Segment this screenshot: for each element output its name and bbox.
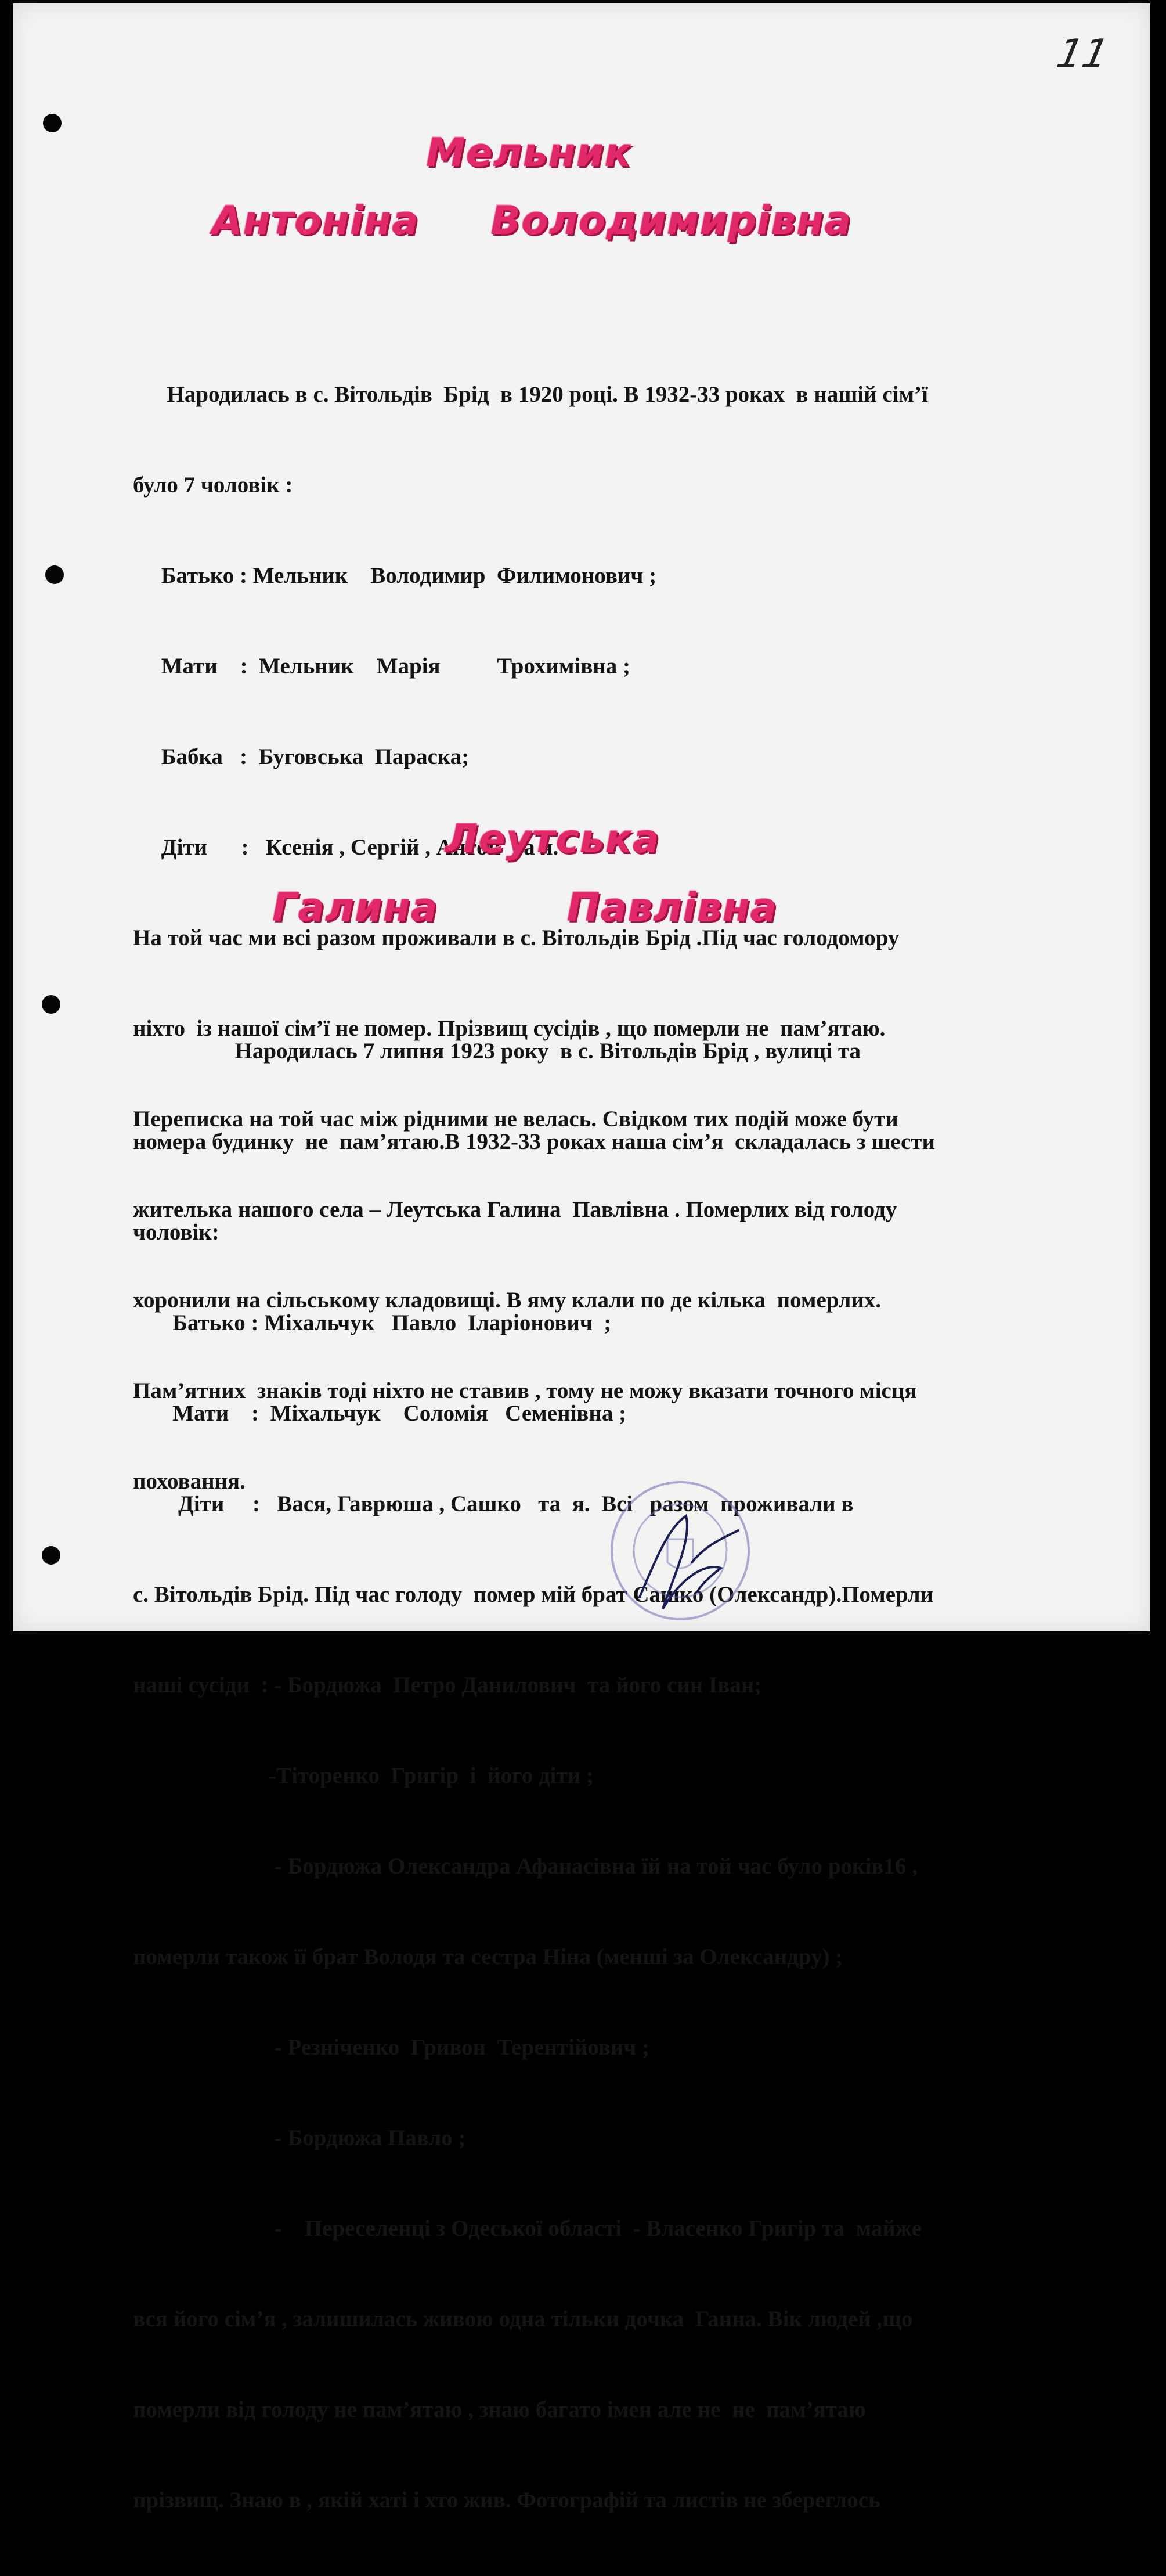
- text-line: Народилась 7 липня 1923 року в с. Вітольдів Брід , вулиці та: [133, 1039, 861, 1064]
- punch-hole: [45, 565, 64, 584]
- person1-surname: Мельник: [426, 130, 632, 176]
- text-line: померли також її брат Володя та сестра Ніна (менші за Олександру) ;: [133, 1944, 843, 1969]
- text-line: номера будинку не пам’ятаю.В 1932-33 роках наша сім’я складалась з шести: [133, 1129, 935, 1154]
- punch-hole: [42, 995, 60, 1014]
- signature: [640, 1516, 738, 1609]
- text-line: Бабка : Буговська Параска;: [133, 744, 470, 769]
- text-line: Батько : Міхальчук Павло Іларіонович ;: [133, 1310, 612, 1335]
- person2-surname: Леутська: [445, 816, 660, 862]
- text-line: На той час ми всі разом проживали в с. Вітольдів Брід .Під час голодомору: [133, 925, 900, 950]
- text-line: Народилась в с. Вітольдів Брід в 1920 році. В 1932-33 роках в нашій сім’ї: [133, 382, 928, 407]
- text-line: прізвищ. Знаю в , якій хаті і хто жив. Фотографій та листів не збереглось: [133, 2488, 880, 2513]
- text-line: наші сусіди : - Бордюжа Петро Данилович та його син Іван;: [133, 1673, 762, 1698]
- punch-hole: [42, 1546, 60, 1565]
- text-line: чоловік:: [133, 1220, 219, 1245]
- text-line: Пам’ятних знаків тоді ніхто не ставив , тому не можу вказати точного місця: [133, 1378, 917, 1403]
- text-line: ніхто із нашої сім’ї не помер. Прізвищ сусідів , що померли не пам’ятаю.: [133, 1016, 886, 1041]
- text-line: с. Вітольдів Брід. Під час голоду помер мій брат Сашко (Олександр).Померли: [133, 1582, 934, 1607]
- text-line: Батько : Мельник Володимир Филимонович ;: [133, 563, 657, 588]
- text-line: вся його сім’я , залишилась живою одна тільки дочка Ганна. Вік людей ,що: [133, 2307, 913, 2332]
- text-line: - Переселенці з Одеської області - Власенко Григір та майже: [133, 2216, 922, 2241]
- punch-hole: [43, 114, 62, 132]
- stamp-emblem: [667, 1539, 693, 1568]
- official-stamp: [605, 1475, 756, 1626]
- text-line: було 7 чоловік :: [133, 473, 293, 498]
- text-line: поховання.: [133, 1469, 246, 1494]
- text-line: - Бордюжа Олександра Афанасівна їй на той час було років16 ,: [133, 1854, 918, 1879]
- text-line: Мати : Міхальчук Соломія Семенівна ;: [133, 1401, 627, 1426]
- text-line: Діти : Ксенія , Сергій , Антон та я.: [133, 835, 559, 860]
- text-line: - Резніченко Гривон Терентійович ;: [133, 2035, 650, 2060]
- text-line: хоронили на сільському кладовищі. В яму клали по де кілька померлих.: [133, 1288, 882, 1313]
- stamp-outer-ring: [612, 1482, 749, 1619]
- text-line: - Бордюжа Павло ;: [133, 2125, 466, 2150]
- text-line: жителька нашого села – Леутська Галина Павлівна . Померлих від голоду: [133, 1197, 897, 1222]
- person2-testimony: [133, 976, 935, 2576]
- person1-given-names: Антоніна Володимирівна: [212, 198, 852, 244]
- text-line: Мати : Мельник Марія Трохимівна ;: [133, 654, 631, 679]
- document-page: [13, 3, 1150, 2513]
- stamp-inner-ring: [634, 1504, 727, 1597]
- text-line: померли від голоду не пам’ятаю , знаю багато імен але не не пам’ятаю: [133, 2397, 866, 2422]
- person2-given-names: Галина Павлівна: [272, 885, 778, 931]
- text-line: -Тіторенко Григір і його діти ;: [133, 1763, 594, 1788]
- page-number: 11: [1052, 31, 1113, 77]
- text-line: Діти : Вася, Гаврюша , Сашко та я. Всі разом проживали в: [133, 1491, 854, 1516]
- text-line: Переписка на той час між рідними не велась. Свідком тих подій може бути: [133, 1107, 898, 1132]
